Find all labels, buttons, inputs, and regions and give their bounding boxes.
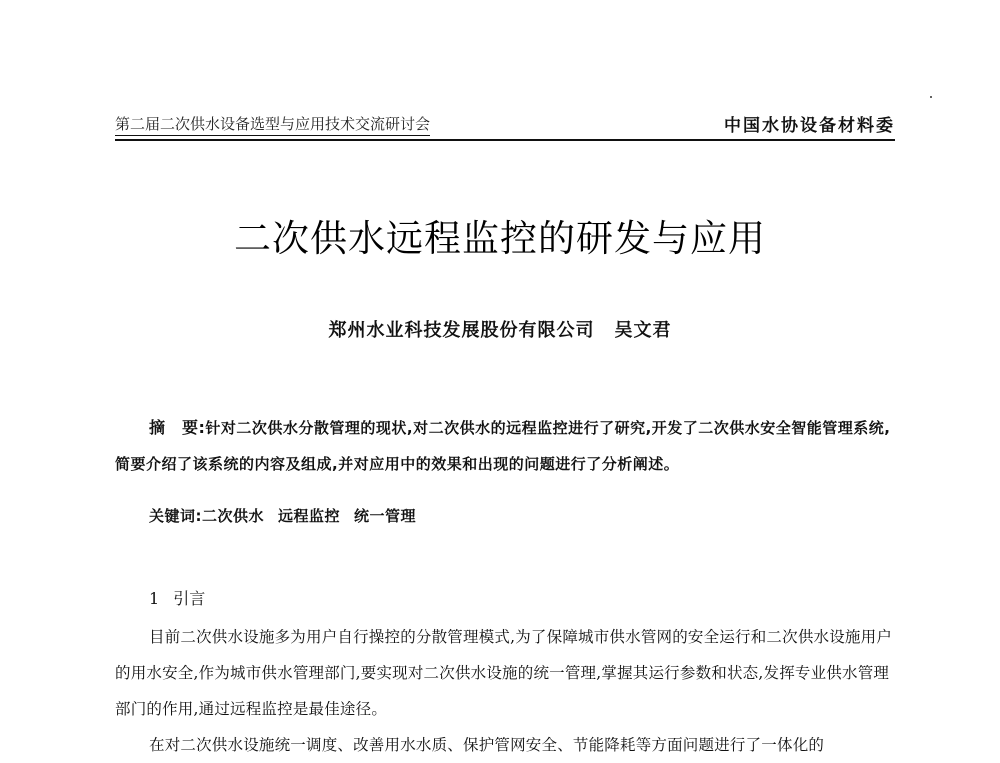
abstract	[115, 410, 905, 482]
section-body	[115, 619, 900, 763]
author-line	[0, 316, 1000, 342]
author-affiliation: 郑州水业科技发展股份有限公司	[328, 320, 595, 341]
keywords-label: 关键词:	[149, 507, 202, 525]
keywords	[149, 505, 430, 526]
keyword: 统一管理	[354, 507, 417, 525]
section-number: 1	[149, 589, 160, 608]
author-name: 吴文君	[614, 320, 672, 341]
header-conference-name: 第二届二次供水设备选型与应用技术交流研讨会	[115, 113, 430, 136]
body-paragraph: 在对二次供水设施统一调度、改善用水水质、保护管网安全、节能降耗等方面问题进行了一体化的	[149, 736, 825, 754]
section-heading	[149, 586, 205, 609]
header-committee-name: 中国水协设备材料委	[724, 116, 895, 136]
section-title: 引言	[173, 589, 206, 608]
scan-speck	[930, 96, 932, 98]
keyword: 二次供水	[202, 507, 265, 525]
paper-title: 二次供水远程监控的研发与应用	[234, 217, 766, 260]
body-paragraph: 目前二次供水设施多为用户自行操控的分散管理模式,为了保障城市供水管网的安全运行和二次供水设施用户的用水安全,作为城市供水管理部门,要实现对二次供水设施的统一管理,掌握其运行参数和状态,发挥专业供水管理部门的作用,通过远程监控是最佳途径。	[115, 628, 893, 718]
abstract-label: 摘 要:	[149, 418, 206, 437]
keyword: 远程监控	[278, 507, 341, 525]
abstract-text: 针对二次供水分散管理的现状,对二次供水的远程监控进行了研究,开发了二次供水安全智能管理系统,简要介绍了该系统的内容及组成,并对应用中的效果和出现的问题进行了分析阐述。	[115, 419, 891, 473]
running-header	[115, 113, 895, 141]
